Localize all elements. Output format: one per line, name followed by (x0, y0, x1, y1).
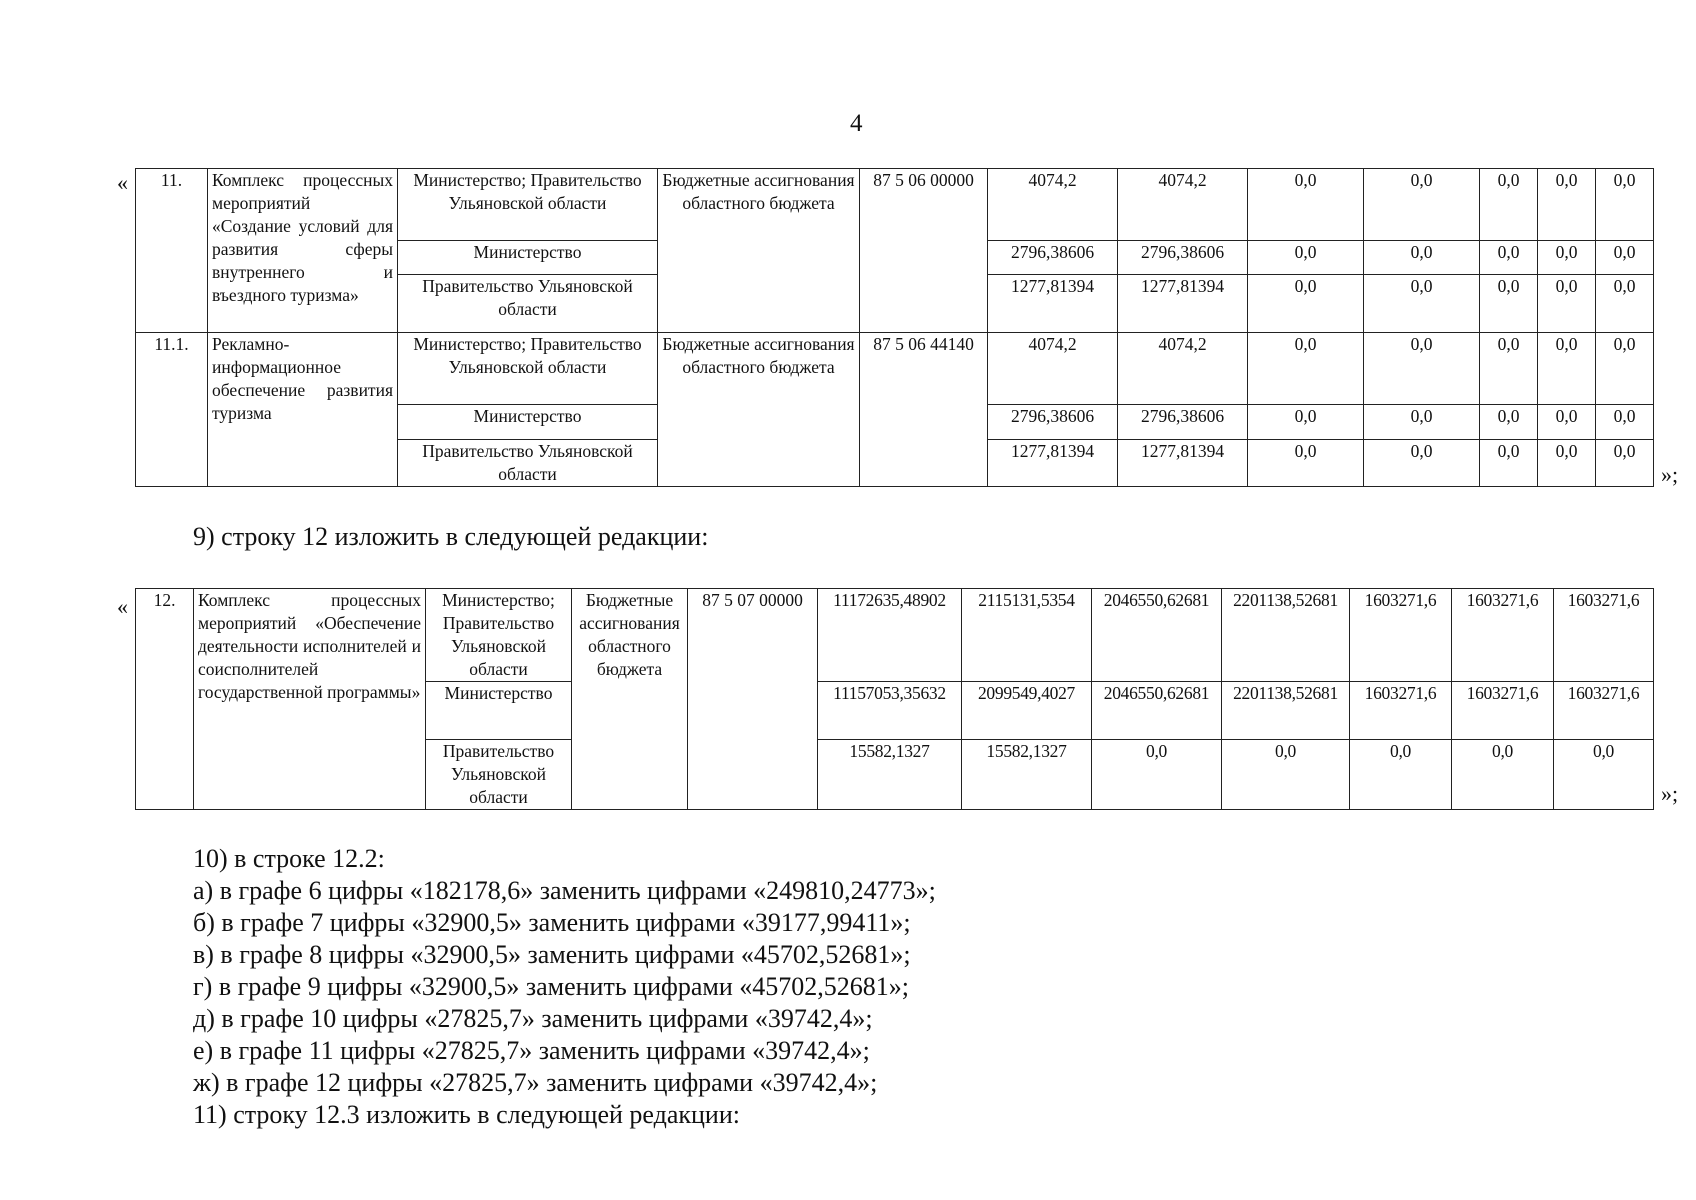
close-quote: »; (1661, 462, 1679, 487)
value-cell: 0,0 (1538, 275, 1596, 333)
row-name: Комплекс процессных мероприятий «Создание условий для развития сферы внутреннего и въездного туризма» (208, 169, 398, 333)
amendment-item: д) в графе 10 цифры «27825,7» заменить цифрами «39742,4»; (193, 1004, 873, 1033)
executor-cell: Министерство (398, 405, 658, 440)
value-cell: 0,0 (1480, 333, 1538, 405)
paragraph-10: 10) в строке 12.2: (193, 844, 385, 873)
amendment-item: е) в графе 11 цифры «27825,7» заменить цифрами «39742,4»; (193, 1036, 870, 1065)
value-cell: 0,0 (1596, 440, 1654, 487)
value-cell: 0,0 (1092, 740, 1222, 810)
executor-cell: Министерство (426, 682, 572, 740)
value-cell: 0,0 (1248, 440, 1364, 487)
value-cell: 1603271,6 (1452, 682, 1554, 740)
value-cell: 0,0 (1248, 405, 1364, 440)
value-cell: 2099549,4027 (962, 682, 1092, 740)
value-cell: 2201138,52681 (1222, 682, 1350, 740)
value-cell: 2796,38606 (988, 241, 1118, 275)
amendment-item: г) в графе 9 цифры «32900,5» заменить цифрами «45702,52681»; (193, 972, 909, 1001)
value-cell: 0,0 (1538, 241, 1596, 275)
row-number: 11. (136, 169, 208, 333)
row-number: 11.1. (136, 333, 208, 487)
value-cell: 0,0 (1364, 333, 1480, 405)
value-cell: 1277,81394 (1118, 440, 1248, 487)
amendment-item: в) в графе 8 цифры «32900,5» заменить цифрами «45702,52681»; (193, 940, 911, 969)
value-cell: 0,0 (1364, 405, 1480, 440)
value-cell: 2115131,5354 (962, 589, 1092, 682)
value-cell: 0,0 (1364, 440, 1480, 487)
value-cell: 0,0 (1480, 440, 1538, 487)
paragraph-9: 9) строку 12 изложить в следующей редакции: (193, 522, 709, 551)
value-cell: 0,0 (1248, 169, 1364, 241)
executor-cell: Министерство; Правительство Ульяновской области (398, 169, 658, 241)
value-cell: 2046550,62681 (1092, 589, 1222, 682)
amendment-item: а) в графе 6 цифры «182178,6» заменить цифрами «249810,24773»; (193, 876, 936, 905)
paragraph-11: 11) строку 12.3 изложить в следующей редакции: (193, 1100, 740, 1129)
value-cell: 0,0 (1596, 241, 1654, 275)
budget-table-row-12 (135, 588, 1654, 810)
value-cell: 0,0 (1480, 405, 1538, 440)
value-cell: 0,0 (1596, 405, 1654, 440)
value-cell: 0,0 (1480, 275, 1538, 333)
value-cell: 0,0 (1538, 440, 1596, 487)
amendment-item: б) в графе 7 цифры «32900,5» заменить цифрами «39177,99411»; (193, 908, 911, 937)
funding-source: Бюджетные ассигнования областного бюджета (658, 333, 860, 487)
value-cell: 0,0 (1222, 740, 1350, 810)
executor-cell: Правительство Ульяновской области (398, 275, 658, 333)
budget-code: 87 5 07 00000 (688, 589, 818, 810)
value-cell: 11157053,35632 (818, 682, 962, 740)
value-cell: 0,0 (1350, 740, 1452, 810)
row-name: Комплекс процессных мероприятий «Обеспечение деятельности исполнителей и соисполнителей государственной программы» (194, 589, 426, 810)
value-cell: 11172635,48902 (818, 589, 962, 682)
executor-cell: Правительство Ульяновской области (398, 440, 658, 487)
funding-source: Бюджетные ассигнования областного бюджета (572, 589, 688, 810)
value-cell: 1277,81394 (988, 275, 1118, 333)
value-cell: 2796,38606 (1118, 405, 1248, 440)
open-quote: « (117, 170, 128, 195)
value-cell: 4074,2 (1118, 333, 1248, 405)
value-cell: 0,0 (1248, 333, 1364, 405)
value-cell: 1603271,6 (1554, 589, 1654, 682)
value-cell: 0,0 (1480, 241, 1538, 275)
value-cell: 1277,81394 (1118, 275, 1248, 333)
executor-cell: Правительство Ульяновской области (426, 740, 572, 810)
value-cell: 15582,1327 (818, 740, 962, 810)
value-cell: 2796,38606 (988, 405, 1118, 440)
value-cell: 1603271,6 (1350, 682, 1452, 740)
value-cell: 1603271,6 (1554, 682, 1654, 740)
executor-cell: Министерство (398, 241, 658, 275)
value-cell: 1603271,6 (1452, 589, 1554, 682)
page-number: 4 (850, 110, 863, 137)
value-cell: 1603271,6 (1350, 589, 1452, 682)
value-cell: 0,0 (1538, 333, 1596, 405)
value-cell: 0,0 (1596, 275, 1654, 333)
value-cell: 0,0 (1480, 169, 1538, 241)
table-row (136, 333, 1654, 405)
value-cell: 4074,2 (988, 169, 1118, 241)
executor-cell: Министерство; Правительство Ульяновской области (398, 333, 658, 405)
budget-code: 87 5 06 44140 (860, 333, 988, 487)
table-row (136, 169, 1654, 241)
value-cell: 0,0 (1596, 333, 1654, 405)
value-cell: 0,0 (1364, 241, 1480, 275)
value-cell: 0,0 (1554, 740, 1654, 810)
value-cell: 1277,81394 (988, 440, 1118, 487)
budget-table-rows-11 (135, 168, 1654, 487)
row-number: 12. (136, 589, 194, 810)
value-cell: 0,0 (1538, 405, 1596, 440)
table-row (136, 589, 1654, 682)
value-cell: 4074,2 (988, 333, 1118, 405)
open-quote: « (117, 594, 128, 619)
value-cell: 0,0 (1364, 169, 1480, 241)
value-cell: 2046550,62681 (1092, 682, 1222, 740)
value-cell: 0,0 (1538, 169, 1596, 241)
value-cell: 0,0 (1248, 275, 1364, 333)
budget-code: 87 5 06 00000 (860, 169, 988, 333)
funding-source: Бюджетные ассигнования областного бюджета (658, 169, 860, 333)
row-name: Рекламно-информационное обеспечение развития туризма (208, 333, 398, 487)
value-cell: 4074,2 (1118, 169, 1248, 241)
value-cell: 0,0 (1248, 241, 1364, 275)
value-cell: 2201138,52681 (1222, 589, 1350, 682)
value-cell: 0,0 (1364, 275, 1480, 333)
value-cell: 0,0 (1452, 740, 1554, 810)
executor-cell: Министерство; Правительство Ульяновской области (426, 589, 572, 682)
value-cell: 15582,1327 (962, 740, 1092, 810)
close-quote: »; (1661, 781, 1679, 806)
value-cell: 0,0 (1596, 169, 1654, 241)
value-cell: 2796,38606 (1118, 241, 1248, 275)
amendment-item: ж) в графе 12 цифры «27825,7» заменить цифрами «39742,4»; (193, 1068, 878, 1097)
